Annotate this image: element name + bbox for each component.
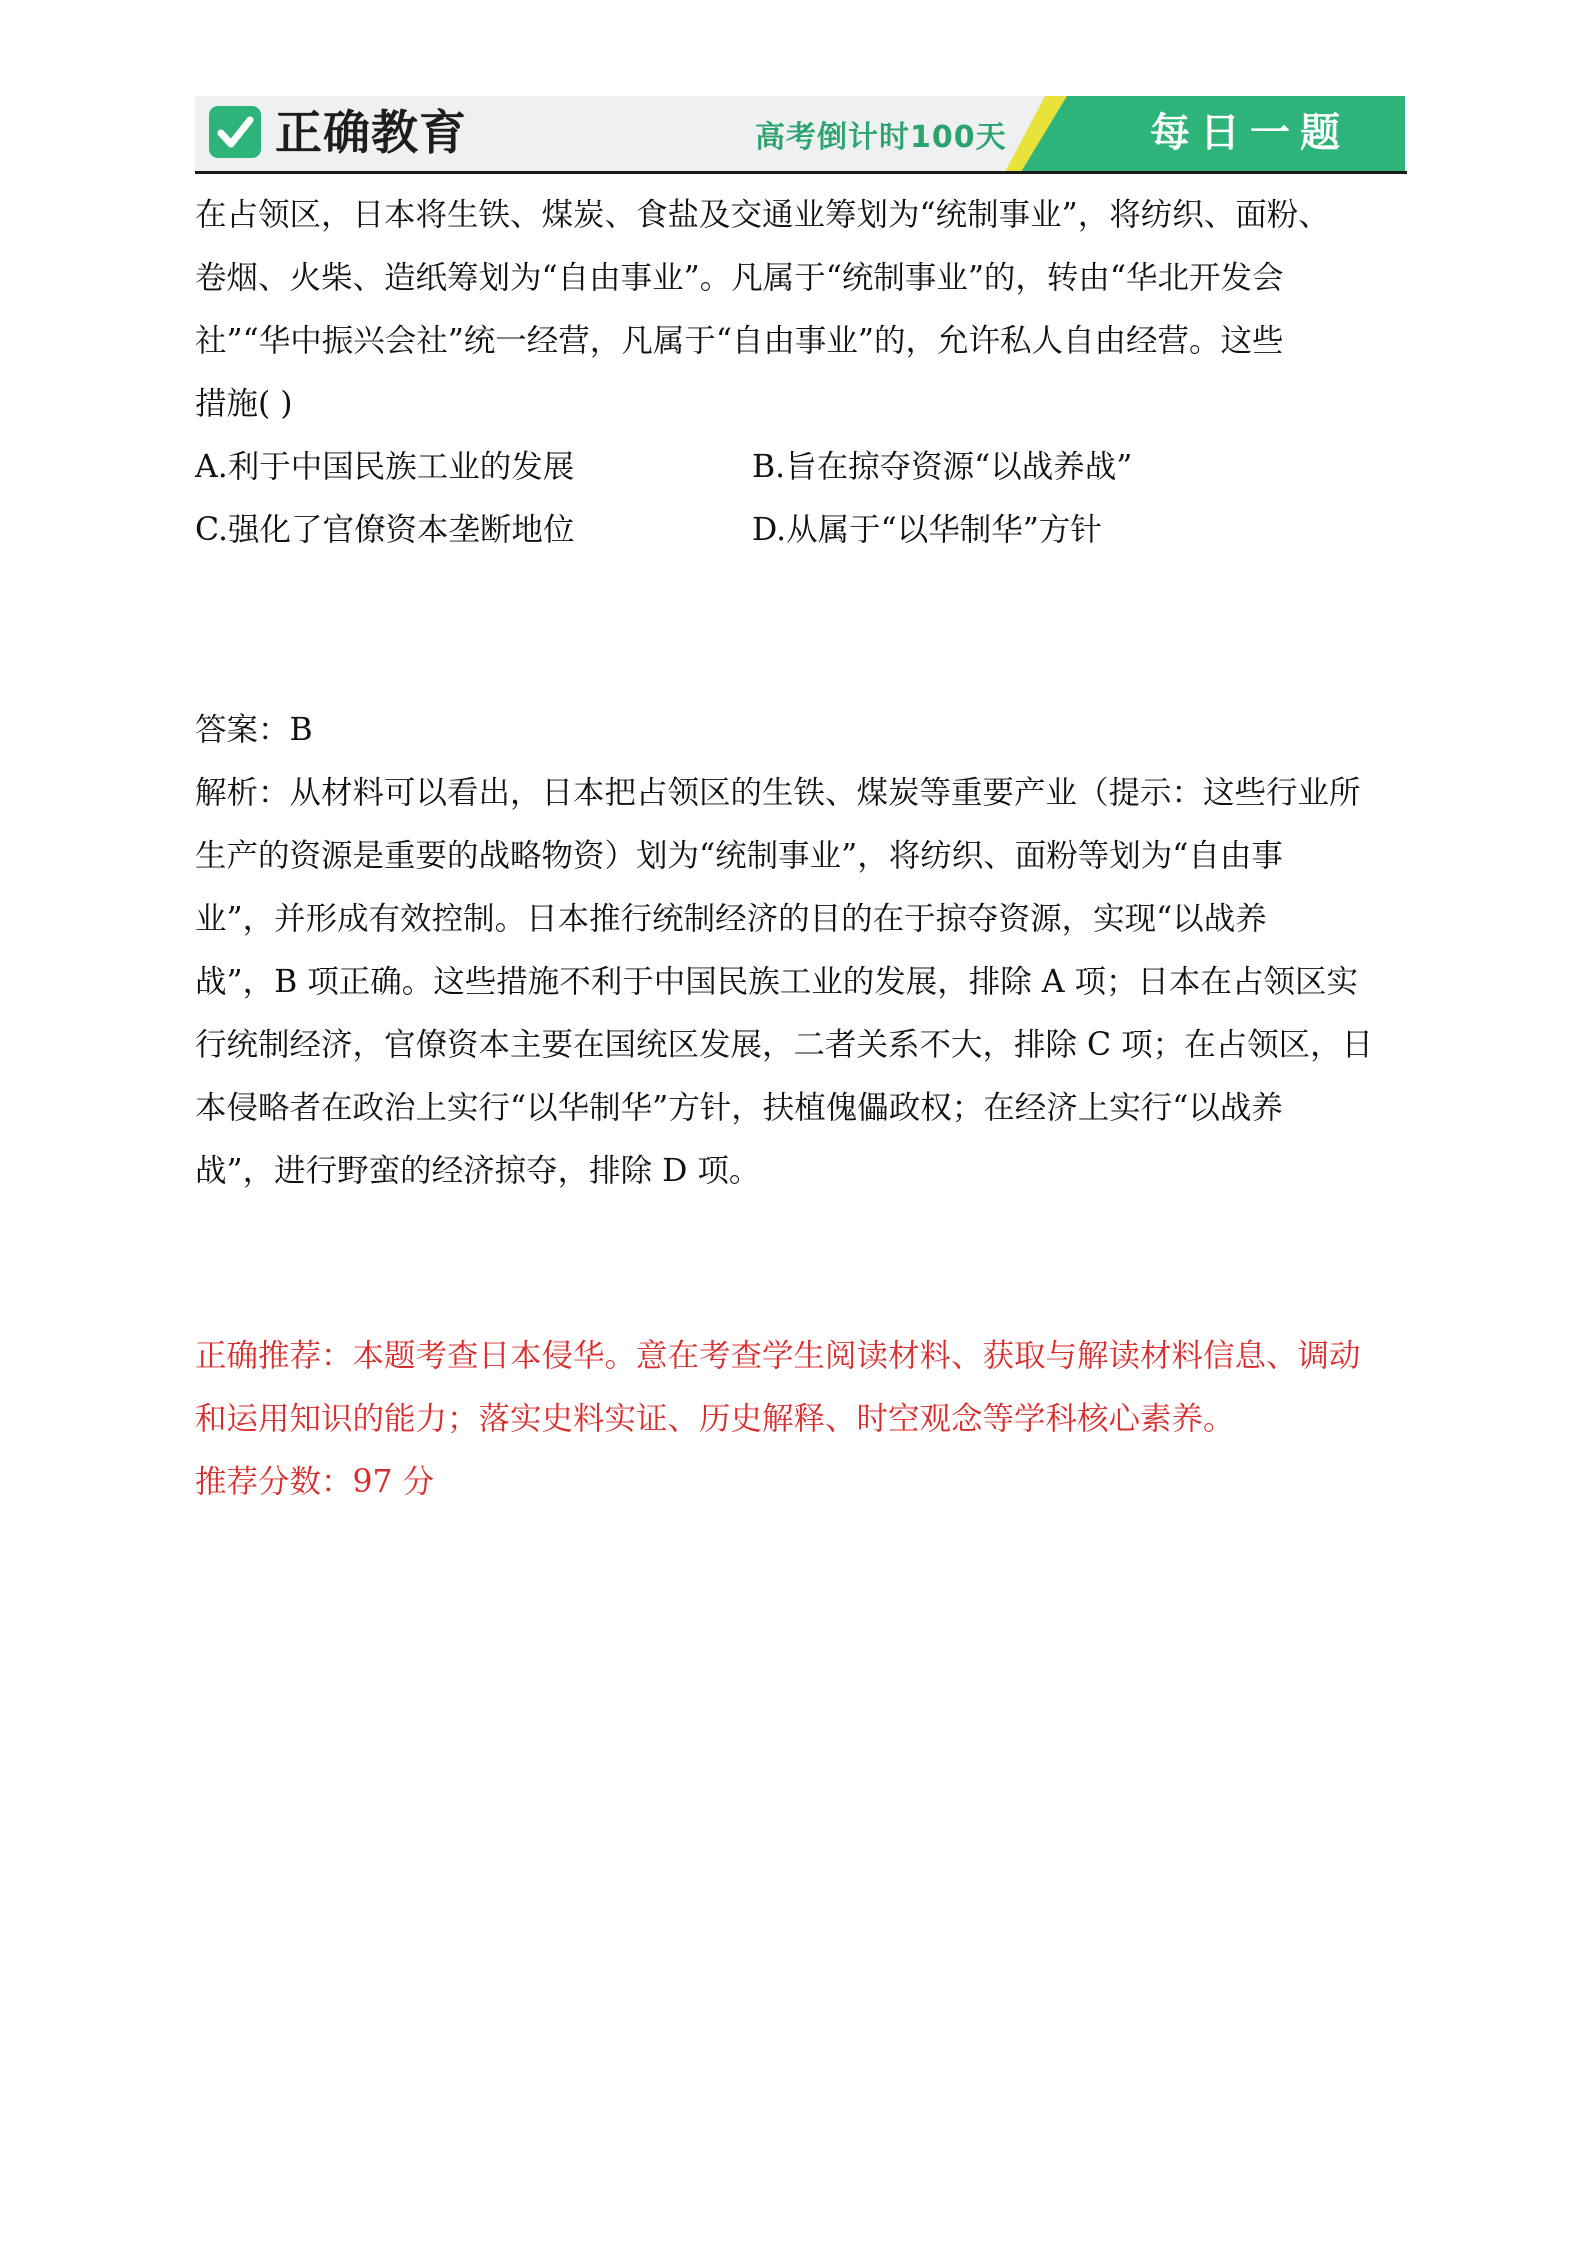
question-line: 卷烟、火柴、造纸筹划为“自由事业”。凡属于“统制事业”的，转由“华北开发会 [195,260,1284,296]
check-icon [209,106,261,158]
daily-question-title: 每日一题 [1150,110,1350,156]
option-b: B.旨在掠夺资源“以战养战” [752,449,1133,485]
analysis-line: 战”，进行野蛮的经济掠夺，排除 D 项。 [195,1153,761,1189]
header-divider [195,171,1407,174]
recommended-score: 推荐分数：97 分 [195,1464,435,1500]
question-line: 在占领区，日本将生铁、煤炭、食盐及交通业筹划为“统制事业”，将纺织、面粉、 [195,197,1330,233]
header-banner [195,96,1405,172]
option-c: C.强化了官僚资本垄断地位 [195,512,575,548]
option-d: D.从属于“以华制华”方针 [752,512,1102,548]
recommendation-line: 正确推荐：本题考查日本侵华。意在考查学生阅读材料、获取与解读材料信息、调动 [195,1338,1361,1374]
option-a: A.利于中国民族工业的发展 [195,449,575,485]
analysis-line: 业”，并形成有效控制。日本推行统制经济的目的在于掠夺资源，实现“以战养 [195,901,1267,937]
brand-name: 正确教育 [275,106,467,161]
question-line: 社”“华中振兴会社”统一经营，凡属于“自由事业”的，允许私人自由经营。这些 [195,323,1284,359]
analysis-line: 生产的资源是重要的战略物资）划为“统制事业”，将纺织、面粉等划为“自由事 [195,838,1283,874]
question-line: 措施( ) [195,386,293,422]
recommendation-line: 和运用知识的能力；落实史料实证、历史解释、时空观念等学科核心素养。 [195,1401,1235,1437]
analysis-line: 本侵略者在政治上实行“以华制华”方针，扶植傀儡政权；在经济上实行“以战养 [195,1090,1283,1126]
answer: 答案：B [195,712,313,748]
analysis-line: 战”，B 项正确。这些措施不利于中国民族工业的发展，排除 A 项；日本在占领区实 [195,964,1359,1000]
countdown-label: 高考倒计时100天 [755,120,1007,155]
analysis-line: 行统制经济，官僚资本主要在国统区发展，二者关系不大，排除 C 项；在占领区，日 [195,1027,1374,1063]
analysis-line: 解析：从材料可以看出，日本把占领区的生铁、煤炭等重要产业（提示：这些行业所 [195,775,1361,811]
